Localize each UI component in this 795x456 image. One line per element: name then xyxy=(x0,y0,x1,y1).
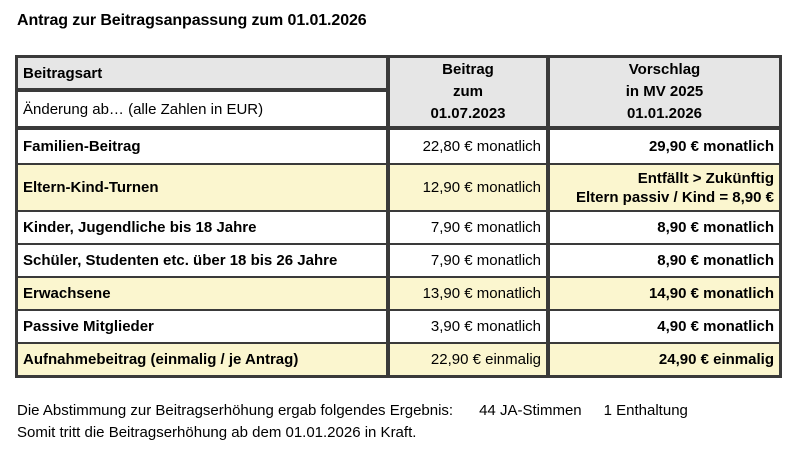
row-proposal: 14,90 € monatlich xyxy=(550,278,779,309)
vote-result-text: Die Abstimmung zur Beitragserhöhung ergab folgendes Ergebnis: xyxy=(17,402,454,419)
header-beitrag-line1: Beitrag xyxy=(442,61,494,78)
row-label: Erwachsene xyxy=(18,278,386,309)
fee-table xyxy=(15,55,782,378)
row-proposal: 8,90 € monatlich xyxy=(550,212,779,243)
row-current: 7,90 € monatlich xyxy=(390,245,546,276)
row-current: 22,80 € monatlich xyxy=(390,130,546,163)
row-label: Passive Mitglieder xyxy=(18,311,386,342)
row-label: Schüler, Studenten etc. über 18 bis 26 Jahre xyxy=(18,245,386,276)
row-label: Familien-Beitrag xyxy=(18,130,386,163)
row-proposal xyxy=(550,165,779,210)
row-proposal: 4,90 € monatlich xyxy=(550,311,779,342)
row-label: Kinder, Jugendliche bis 18 Jahre xyxy=(18,212,386,243)
header-aenderung: Änderung ab… (alle Zahlen in EUR) xyxy=(18,92,386,126)
header-beitrag xyxy=(390,58,546,126)
vote-result-line1 xyxy=(17,400,688,422)
header-vorschlag xyxy=(550,58,779,126)
row-current: 12,90 € monatlich xyxy=(390,165,546,210)
vote-result-line2: Somit tritt die Beitragserhöhung ab dem 01.01.2026 in Kraft. xyxy=(17,424,417,441)
proposal-line1: Entfällt > Zukünftig xyxy=(637,169,774,187)
row-proposal: 8,90 € monatlich xyxy=(550,245,779,276)
row-current: 7,90 € monatlich xyxy=(390,212,546,243)
row-label: Aufnahmebeitrag (einmalig / je Antrag) xyxy=(18,344,386,375)
header-vorschlag-line3: 01.01.2026 xyxy=(626,105,703,122)
row-current: 3,90 € monatlich xyxy=(390,311,546,342)
row-current: 22,90 € einmalig xyxy=(390,344,546,375)
row-current: 13,90 € monatlich xyxy=(390,278,546,309)
header-beitrag-line2: zum xyxy=(453,83,483,100)
header-vorschlag-line2: in MV 2025 xyxy=(625,83,704,100)
row-label: Eltern-Kind-Turnen xyxy=(18,165,386,210)
abstentions: 1 Enthaltung xyxy=(603,402,688,419)
header-vorschlag-line1: Vorschlag xyxy=(628,61,701,78)
ja-votes: 44 JA-Stimmen xyxy=(479,402,582,419)
row-proposal: 24,90 € einmalig xyxy=(550,344,779,375)
row-proposal: 29,90 € monatlich xyxy=(550,130,779,163)
proposal-line2: Eltern passiv / Kind = 8,90 € xyxy=(575,188,774,206)
header-beitragsart: Beitragsart xyxy=(18,58,386,88)
vote-result xyxy=(17,400,688,444)
header-beitrag-line3: 01.07.2023 xyxy=(430,105,506,122)
document-title: Antrag zur Beitragsanpassung zum 01.01.2026 xyxy=(17,12,367,29)
